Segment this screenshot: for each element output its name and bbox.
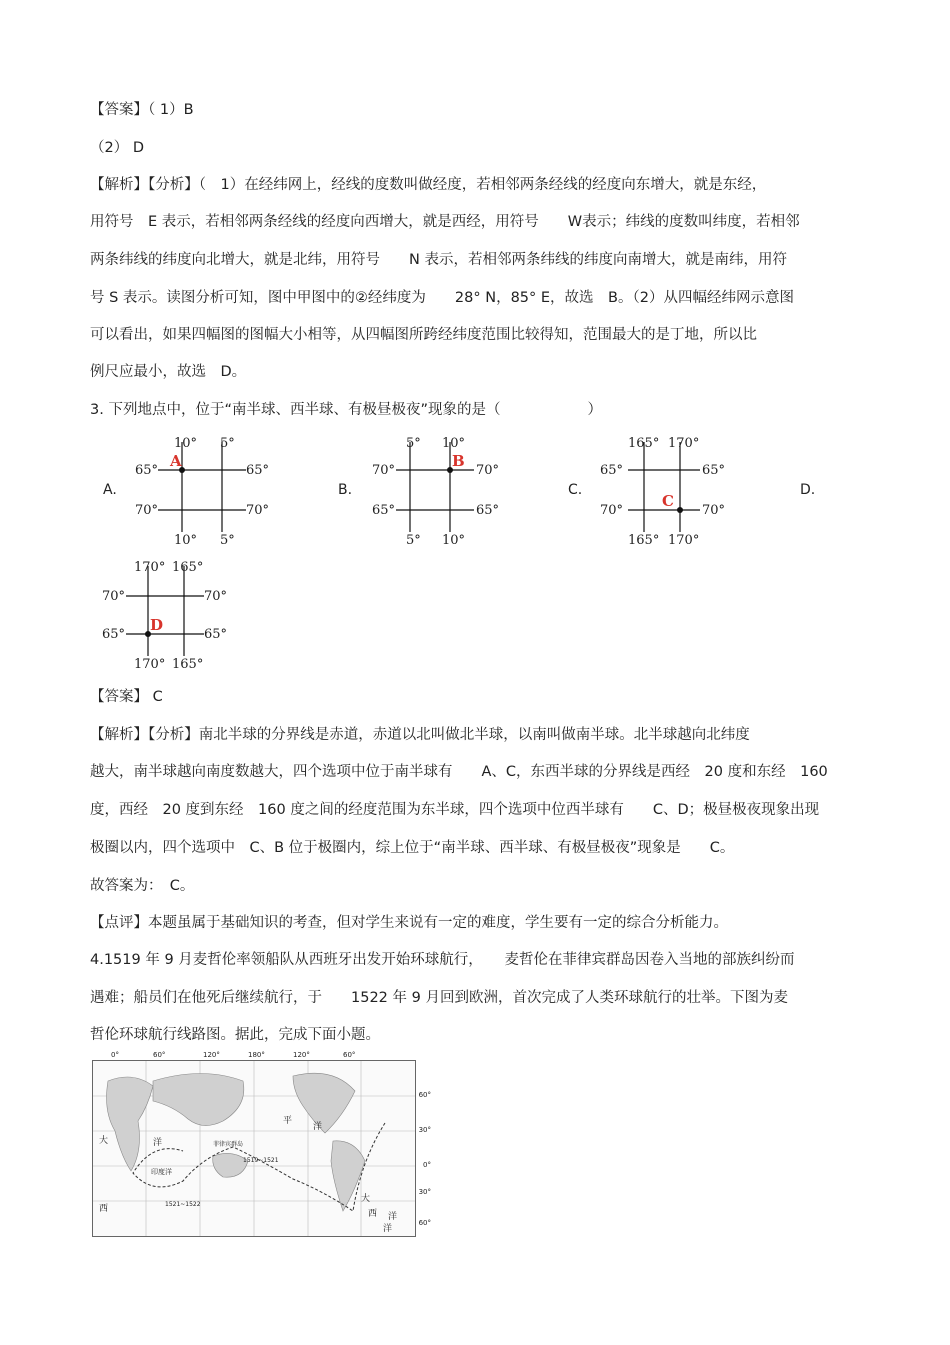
map-top-label-1: 60°: [153, 1051, 166, 1059]
svg-text:165°: 165°: [172, 560, 204, 575]
svg-text:170°: 170°: [668, 436, 700, 451]
svg-text:70°: 70°: [102, 589, 126, 604]
svg-text:65°: 65°: [246, 463, 270, 478]
svg-text:165°: 165°: [628, 533, 660, 548]
svg-text:10°: 10°: [174, 436, 198, 451]
svg-text:65°: 65°: [102, 627, 126, 642]
map-place-label: 菲律宾群岛: [213, 1141, 244, 1148]
svg-text:70°: 70°: [476, 463, 500, 478]
question-4-line-2: 遇难；船员们在他死后继续航行，于 1522 年 9 月回到欧洲，首次完成了人类环球航行的壮举。下图为麦: [90, 990, 788, 1006]
svg-text:65°: 65°: [600, 463, 624, 478]
svg-text:70°: 70°: [204, 589, 228, 604]
svg-text:65°: 65°: [476, 503, 500, 518]
option-c-point-label: C: [662, 492, 674, 510]
map-side-label-0: 60°: [418, 1091, 431, 1099]
map-top-label-0: 0°: [111, 1051, 119, 1059]
analysis-line-1: 【解析】【分析】南北半球的分界线是赤道，赤道以北叫做北半球，以南叫做南半球。北半球越向北纬度: [90, 727, 750, 743]
svg-text:70°: 70°: [372, 463, 396, 478]
map-place-label: 大: [99, 1136, 109, 1146]
map-side-label-4: 60°: [418, 1219, 431, 1227]
map-side-label-1: 30°: [418, 1126, 431, 1134]
option-b-point-label: B: [452, 452, 465, 470]
map-place-label: 洋: [153, 1138, 163, 1148]
map-route-year: 1519~1521: [243, 1157, 279, 1164]
svg-text:165°: 165°: [172, 657, 204, 672]
map-place-label: 洋: [388, 1212, 398, 1222]
svg-text:65°: 65°: [702, 463, 726, 478]
map-top-label-5: 60°: [343, 1051, 356, 1059]
svg-text:65°: 65°: [135, 463, 159, 478]
map-place-label: 洋: [313, 1122, 323, 1132]
option-d-label: D.: [800, 482, 816, 498]
option-d-grid: [100, 556, 250, 674]
map-place-label: 大: [361, 1194, 371, 1204]
svg-text:5°: 5°: [406, 533, 421, 548]
svg-text:65°: 65°: [204, 627, 228, 642]
svg-text:5°: 5°: [220, 533, 235, 548]
svg-text:5°: 5°: [406, 436, 421, 451]
analysis-line-3: 度，西经 20 度到东经 160 度之间的经度范围为东半球，四个选项中位西半球有 C、D；极昼极夜现象出现: [90, 802, 820, 818]
question-4-line-3: 哲伦环球航行线路图。据此，完成下面小题。: [90, 1027, 380, 1043]
svg-text:70°: 70°: [135, 503, 159, 518]
magellan-route-map: [92, 1051, 431, 1237]
svg-text:170°: 170°: [134, 657, 166, 672]
text-line-7: 可以看出，如果四幅图的图幅大小相等，从四幅图所跨经纬度范围比较得知，范围最大的是丁地，所以比: [90, 327, 757, 343]
text-line-4: 用符号 E 表示，若相邻两条经线的经度向西增大，就是西经，用符号 W表示；纬线的度数叫纬度，若相邻: [90, 214, 800, 230]
question-4-line-1: 4.1519 年 9 月麦哲伦率领船队从西班牙出发开始环球航行， 麦哲伦在菲律宾群岛因卷入当地的部族纠纷而: [90, 952, 795, 968]
svg-text:170°: 170°: [668, 533, 700, 548]
question-3: 3. 下列地点中，位于“南半球、西半球、有极昼极夜”现象的是（ ）: [90, 402, 602, 418]
text-line-6: 号 S 表示。读图分析可知，图中甲图中的②经纬度为 28° N，85° E，故选 B。（2）从四幅经纬网示意图: [90, 290, 794, 306]
final-answer: 故答案为： C。: [90, 878, 195, 894]
map-side-label-2: 0°: [423, 1161, 431, 1169]
svg-text:10°: 10°: [442, 436, 466, 451]
svg-text:10°: 10°: [174, 533, 198, 548]
svg-text:170°: 170°: [134, 560, 166, 575]
map-top-label-2: 120°: [203, 1051, 220, 1059]
text-line-8: 例尺应最小，故选 D。: [90, 364, 247, 380]
map-place-label: 西: [99, 1204, 109, 1214]
option-c-point: [677, 507, 683, 513]
analysis-line-4: 极圈以内，四个选项中 C、B 位于极圈内，综上位于“南半球、西半球、有极昼极夜”现象是 C。: [90, 840, 735, 856]
map-place-label: 洋: [383, 1224, 393, 1234]
text-line-5: 两条纬线的纬度向北增大，就是北纬，用符号 N 表示，若相邻两条纬线的纬度向南增大，就是南纬，用符: [90, 252, 787, 268]
map-side-label-3: 30°: [418, 1188, 431, 1196]
svg-text:70°: 70°: [702, 503, 726, 518]
option-a-label: A.: [103, 482, 117, 498]
svg-text:165°: 165°: [628, 436, 660, 451]
option-c-grid: [598, 432, 748, 550]
map-place-label: 平: [283, 1116, 293, 1126]
map-place-label: 印度洋: [151, 1168, 172, 1176]
text-line-1: 【答案】（ 1）B: [90, 102, 194, 118]
option-b-grid: [370, 432, 510, 550]
text-line-3: 【解析】【分析】（ 1）在经纬网上，经线的度数叫做经度，若相邻两条经线的经度向东增大，就是东经，: [90, 177, 767, 193]
answer-3: 【答案】 C: [90, 689, 163, 705]
option-c-label: C.: [568, 482, 583, 498]
svg-text:5°: 5°: [220, 436, 235, 451]
map-place-label: 西: [368, 1209, 378, 1219]
svg-text:70°: 70°: [600, 503, 624, 518]
comment: 【点评】本题虽属于基础知识的考查，但对学生来说有一定的难度，学生要有一定的综合分析能力。: [90, 915, 728, 931]
svg-text:70°: 70°: [246, 503, 270, 518]
option-b-label: B.: [338, 482, 353, 498]
option-d-point-label: D: [150, 616, 164, 634]
map-top-label-3: 180°: [248, 1051, 265, 1059]
analysis-line-2: 越大，南半球越向南度数越大，四个选项中位于南半球有 A、C，东西半球的分界线是西经 20 度和东经 160: [90, 764, 828, 780]
map-top-label-4: 120°: [293, 1051, 310, 1059]
text-line-2: （2） D: [90, 140, 144, 156]
svg-text:10°: 10°: [442, 533, 466, 548]
map-drawing: [93, 1061, 415, 1236]
option-a-point-label: A: [170, 452, 182, 470]
option-a-grid: [130, 432, 270, 550]
map-route-year: 1521~1522: [165, 1201, 201, 1208]
svg-text:65°: 65°: [372, 503, 396, 518]
